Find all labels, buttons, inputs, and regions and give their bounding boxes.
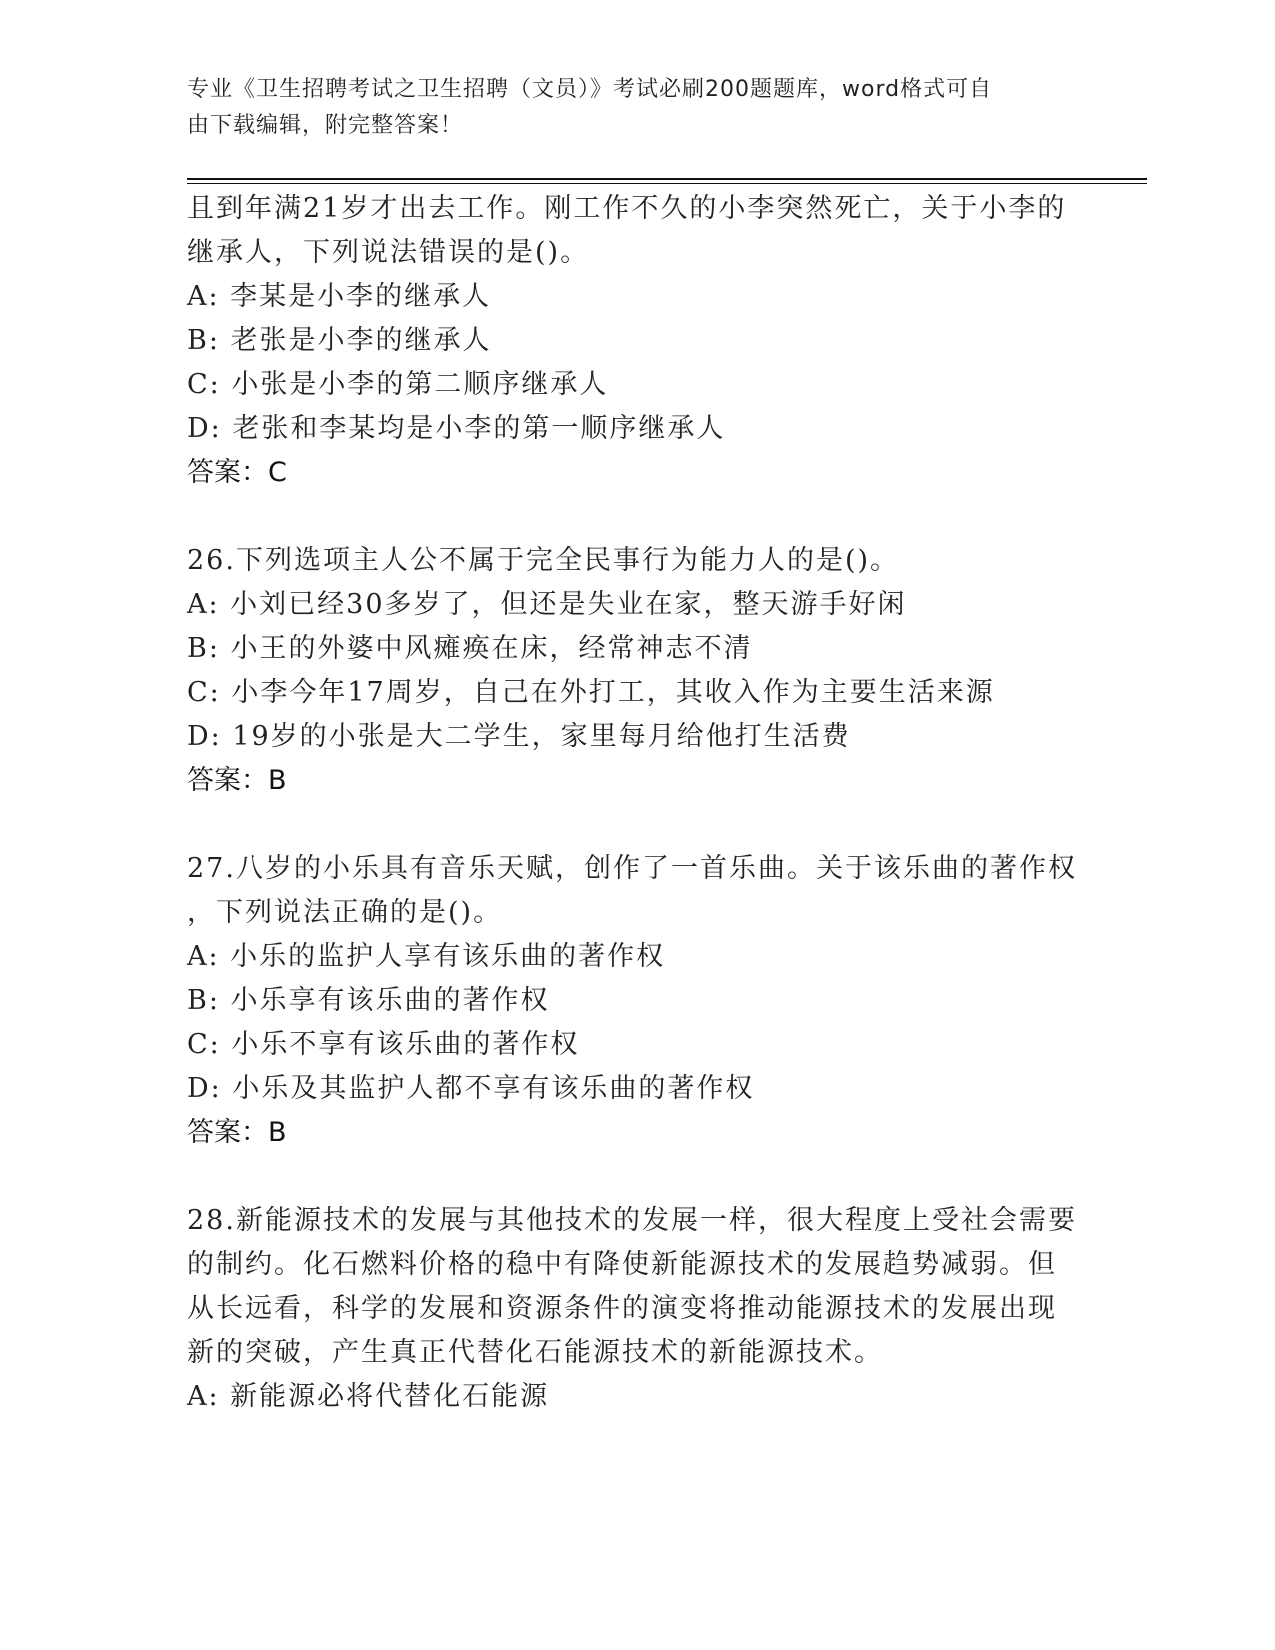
q25-option-c: C: 小张是小李的第二顺序继承人 (187, 369, 609, 400)
q27-answer: 答案：B (187, 1117, 287, 1148)
q25-stem-line-1: 且到年满21岁才出去工作。刚工作不久的小李突然死亡，关于小李的 (187, 193, 1067, 224)
q27-stem-line-1: 27.八岁的小乐具有音乐天赋，创作了一首乐曲。关于该乐曲的著作权 (187, 853, 1077, 884)
q25-option-d: D: 老张和李某均是小李的第一顺序继承人 (187, 413, 726, 444)
q28-option-a: A: 新能源必将代替化石能源 (187, 1381, 550, 1412)
document-header (187, 72, 1067, 144)
q28-stem-line-1: 28.新能源技术的发展与其他技术的发展一样，很大程度上受社会需要 (187, 1205, 1077, 1236)
q25-option-b: B: 老张是小李的继承人 (187, 325, 492, 356)
q25-answer: 答案：C (187, 457, 287, 488)
q26-option-a: A: 小刘已经30多岁了，但还是失业在家，整天游手好闲 (187, 589, 907, 620)
q25-option-a: A: 李某是小李的继承人 (187, 281, 492, 312)
header-rule-thin (187, 183, 1147, 184)
q28-stem-line-4: 新的突破，产生真正代替化石能源技术的新能源技术。 (187, 1337, 883, 1368)
q27-option-b: B: 小乐享有该乐曲的著作权 (187, 985, 550, 1016)
header-line-1: 专业《卫生招聘考试之卫生招聘（文员）》考试必刷200题题库，word格式可自 (187, 77, 993, 102)
q26-option-c: C: 小李今年17周岁，自己在外打工，其收入作为主要生活来源 (187, 677, 995, 708)
q27-stem-line-2: ，下列说法正确的是()。 (187, 897, 503, 928)
q28-stem-line-3: 从长远看，科学的发展和资源条件的演变将推动能源技术的发展出现 (187, 1293, 1057, 1324)
q26-answer: 答案：B (187, 765, 287, 796)
q27-option-c: C: 小乐不享有该乐曲的著作权 (187, 1029, 580, 1060)
q26-option-b: B: 小王的外婆中风瘫痪在床，经常神志不清 (187, 633, 753, 664)
header-line-2: 由下载编辑，附完整答案！ (187, 113, 464, 138)
q27-option-d: D: 小乐及其监护人都不享有该乐曲的著作权 (187, 1073, 755, 1104)
q25-stem-line-2: 继承人，下列说法错误的是()。 (187, 237, 590, 268)
q26-stem-line-1: 26.下列选项主人公不属于完全民事行为能力人的是()。 (187, 545, 900, 576)
q28-stem-line-2: 的制约。化石燃料价格的稳中有降使新能源技术的发展趋势减弱。但 (187, 1249, 1057, 1280)
header-rule-thick (187, 178, 1147, 180)
q27-option-a: A: 小乐的监护人享有该乐曲的著作权 (187, 941, 666, 972)
q26-option-d: D: 19岁的小张是大二学生，家里每月给他打生活费 (187, 721, 851, 752)
